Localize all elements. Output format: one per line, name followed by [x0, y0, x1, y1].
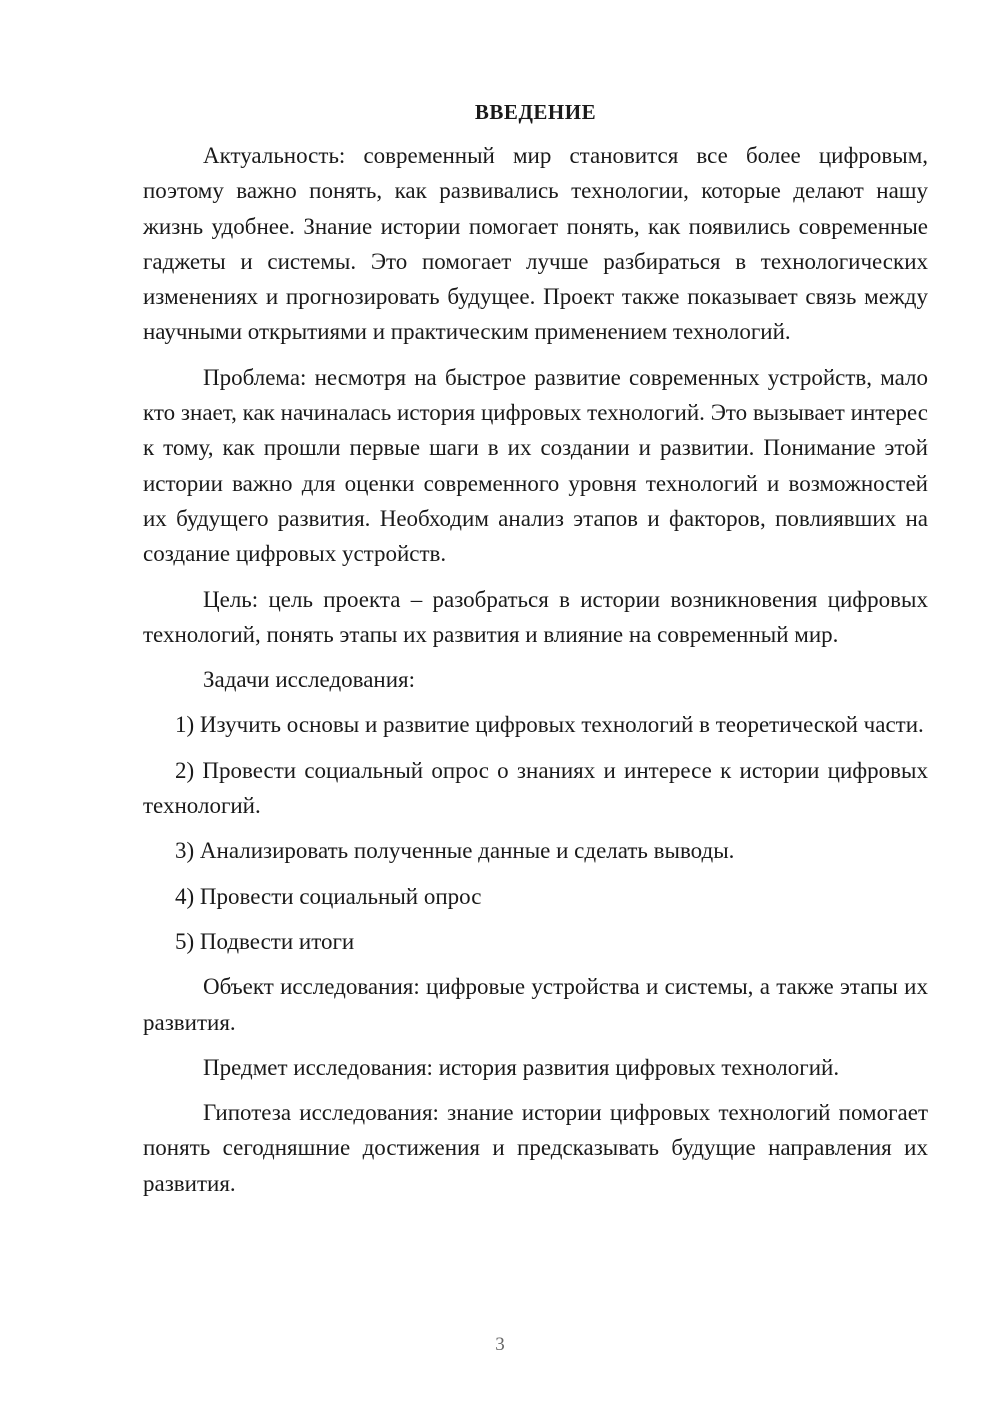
- page-content: [143, 96, 928, 1211]
- task-item-1: 1) Изучить основы и развитие цифровых технологий в теоретической части.: [175, 712, 924, 738]
- page-title: ВВЕДЕНИЕ: [474, 100, 597, 124]
- goal-paragraph: Цель: цель проекта – разобраться в истории возникновения цифровых технологий, понять этапы их развития и влияние на современный мир.: [143, 586, 928, 647]
- subject-paragraph: Предмет исследования: история развития цифровых технологий.: [203, 1054, 840, 1080]
- tasks-heading: Задачи исследования:: [203, 667, 416, 693]
- object-paragraph: Объект исследования: цифровые устройства и системы, а также этапы их развития.: [143, 974, 928, 1035]
- page-number: 3: [495, 1334, 505, 1355]
- relevance-paragraph: Актуальность: современный мир становится все более цифровым, поэтому важно понять, как развивались технологии, которые делают нашу жизнь удобнее. Знание истории помогает понять, как появились современные гаджеты и системы. Это помогает лучше разбираться в технологических изменениях и прогнозировать будущее. Проект также показывает связь между научными открытиями и практическим применением технологий.: [143, 143, 928, 345]
- hypothesis-paragraph: Гипотеза исследования: знание истории цифровых технологий помогает понять сегодняшние достижения и предсказывать будущие направления их развития.: [143, 1100, 928, 1196]
- problem-paragraph: Проблема: несмотря на быстрое развитие современных устройств, мало кто знает, как начиналась история цифровых технологий. Это вызывает интерес к тому, как прошли первые шаги в их создании и развитии. Понимание этой истории важно для оценки современного уровня технологий и возможностей их будущего развития. Необходим анализ этапов и факторов, повлиявших на создание цифровых устройств.: [143, 364, 928, 567]
- task-item-3: 3) Анализировать полученные данные и сделать выводы.: [175, 838, 735, 864]
- task-item-2: 2) Провести социальный опрос о знаниях и интересе к истории цифровых технологий.: [143, 757, 928, 819]
- task-item-5: 5) Подвести итоги: [175, 928, 355, 954]
- task-item-4: 4) Провести социальный опрос: [175, 883, 482, 909]
